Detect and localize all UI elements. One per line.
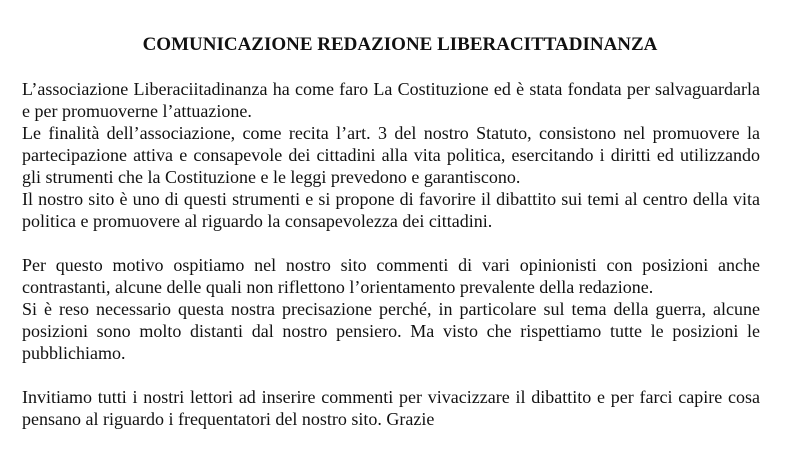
document-body [22, 78, 760, 430]
paragraph-clarification: Si è reso necessario questa nostra precisazione perché, in particolare sul tema della guerra, alcune posizioni sono molto distanti dal nostro pensiero. Ma visto che rispettiamo tutte le posizioni le pubblichiamo. [22, 299, 760, 363]
paragraph-invitation: Invitiamo tutti i nostri lettori ad inserire commenti per vivacizzare il dibattito e per farci capire cosa pensano al riguardo i frequentatori del nostro sito. Grazie [22, 387, 760, 429]
paragraph-opinionists: Per questo motivo ospitiamo nel nostro sito commenti di vari opinionisti con posizioni anche contrastanti, alcune delle quali non riflettono l’orientamento prevalente della redazione. [22, 255, 760, 297]
paragraph-statute-goals: Le finalità dell’associazione, come recita l’art. 3 del nostro Statuto, consistono nel promuovere la partecipazione attiva e consapevole dei cittadini alla vita politica, esercitando i diritti ed utilizzando gli strumenti che la Costituzione e le leggi prevedono e garantiscono. [22, 123, 760, 187]
paragraph-site-purpose: Il nostro sito è uno di questi strumenti e si propone di favorire il dibattito sui temi al centro della vita politica e promuovere al riguardo la consapevolezza dei cittadini. [22, 189, 760, 231]
document-title: COMUNICAZIONE REDAZIONE LIBERACITTADINANZA [142, 34, 658, 55]
paragraph-association-intro: L’associazione Liberaciitadinanza ha come faro La Costituzione ed è stata fondata per salvaguardarla e per promuoverne l’attuazione. [22, 79, 760, 121]
